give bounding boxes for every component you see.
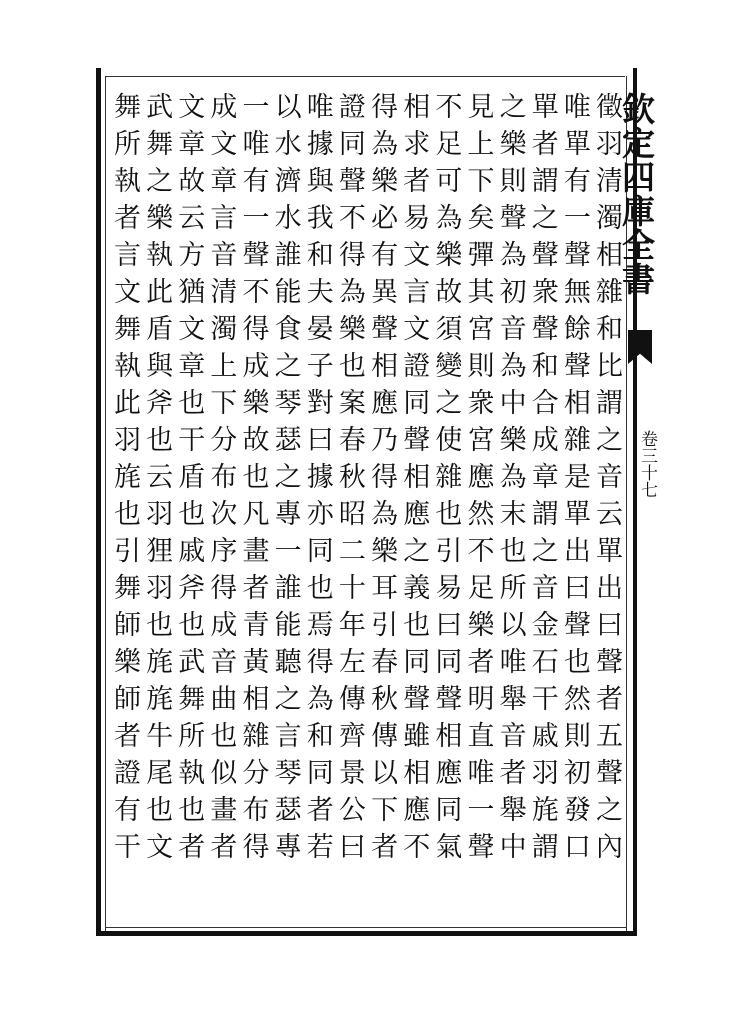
- text-column-12: 一唯有一聲不得成樂故也凡畫者青黃相雜分布得: [237, 92, 269, 869]
- text-column-9: 證同聲不得為樂也案春秋昭二十年左傳齊景公曰: [333, 92, 365, 869]
- left-inner-border: [105, 76, 106, 931]
- text-column-14: 文章故云方猶文章也干盾也戚斧也武舞所執也者: [173, 92, 205, 869]
- text-column-4: 之樂則聲為初音為中樂為末也所以唯舉音者舉中: [494, 92, 526, 869]
- text-column-8: 得為樂必有異聲相應乃得為樂耳引春秋傳以下者: [366, 92, 398, 869]
- left-border: [96, 68, 101, 936]
- text-column-3: 單者謂之聲衆聲和合成章謂之音金石干戚羽旄謂: [526, 92, 558, 869]
- bottom-inner-border: [105, 927, 627, 928]
- volume-label: 卷三十七: [637, 430, 657, 498]
- fishtail-mark: [628, 330, 652, 364]
- text-column-5: 見上下矣彈其宮則衆宮應然不足樂者明直唯一聲: [462, 92, 494, 869]
- text-column-10: 唯據與我和夫晏子對曰據亦同也焉得為和同者若: [301, 92, 333, 869]
- edition-title: 欽定四庫全書: [617, 92, 656, 296]
- text-column-15: 武舞之樂執此盾與斧也云羽狸羽也旄旄牛尾也文: [141, 92, 173, 869]
- text-column-13: 成文章言音清濁上下分布次序得成音曲也似畫者: [205, 92, 237, 869]
- text-column-16: 舞所執者言文舞執此羽旄也引舞師樂師者證有干: [109, 92, 140, 869]
- text-column-11: 以水濟水誰能食之琴瑟之專一誰能聽之言琴瑟專: [269, 92, 301, 869]
- top-inner-border: [105, 76, 625, 77]
- text-column-2: 唯單有一聲無餘聲相雜是單出曰聲也然則初發口: [558, 92, 590, 869]
- bottom-border: [96, 931, 637, 936]
- text-column-7: 相求者易文言文證同聲相應之義也同聲雖相應不: [398, 92, 430, 869]
- text-column-1: 徵羽清濁相雜和比謂之音云單出曰聲者五聲之內: [591, 92, 622, 869]
- text-column-6: 不足可為樂故須變之使雜也引易曰同聲相應同氣: [430, 92, 462, 869]
